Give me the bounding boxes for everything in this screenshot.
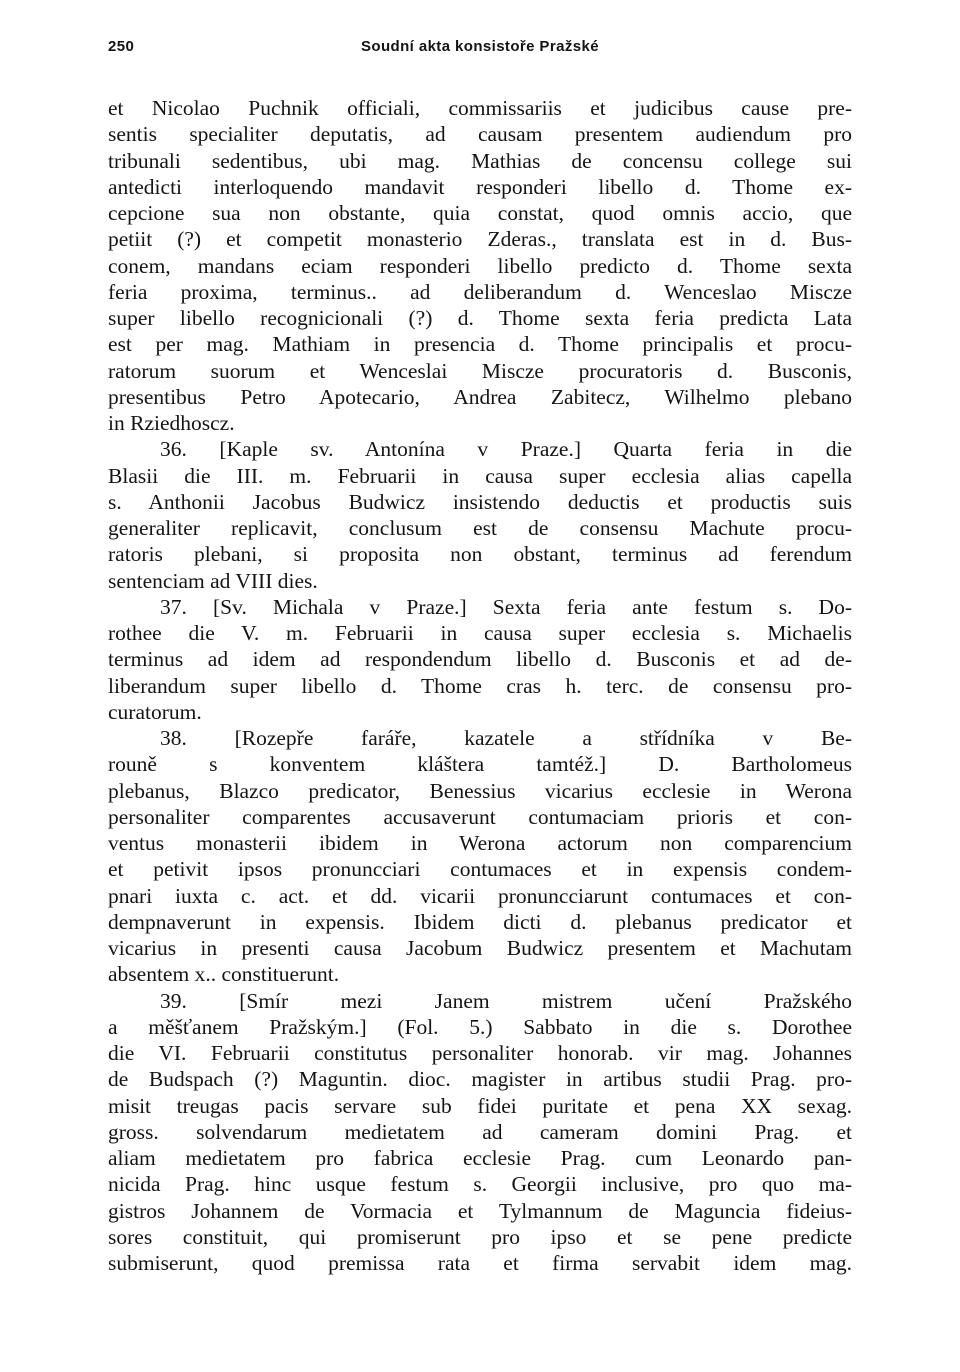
text-line: petiit (?) et competit monasterio Zderas., translata est in d. Bus- <box>108 227 852 252</box>
text-line: nicida Prag. hinc usque festum s. Georgii inclusive, pro quo ma- <box>108 1172 852 1197</box>
text-line: die VI. Februarii constitutus personaliter honorab. vir mag. Johannes <box>108 1041 852 1065</box>
text-line: 39. [Smír mezi Janem mistrem učení Pražského <box>160 988 852 1013</box>
text-line: sores constituit, qui promiserunt pro ipso et se pene predicte <box>108 1224 852 1249</box>
text-line: aliam medietatem pro fabrica ecclesie Prag. cum Leonardo pan- <box>108 1146 852 1170</box>
text-line: terminus ad idem ad respondendum libello d. Busconis et ad de- <box>108 647 852 672</box>
text-line: tribunali sedentibus, ubi mag. Mathias de concensu college sui <box>108 148 852 173</box>
text-line: pnari iuxta c. act. et dd. vicarii pronuncciarunt contumaces et con- <box>108 883 852 908</box>
text-line: in Rziedhoscz. <box>108 411 235 435</box>
text-line: ratorum suorum et Wenceslai Miscze procuratoris d. Busconis, <box>108 358 852 383</box>
text-line: super libello recognicionali (?) d. Thome sexta feria predicta Lata <box>108 306 852 330</box>
text-line: gross. solvendarum medietatem ad cameram domini Prag. et <box>108 1119 852 1144</box>
page-number: 250 <box>108 38 135 55</box>
text-line: absentem x.. constituerunt. <box>108 962 340 987</box>
text-line: submiserunt, quod premissa rata et firma servabit idem mag. <box>108 1251 852 1275</box>
text-line: ventus monasterii ibidem in Werona actorum non comparencium <box>108 831 852 855</box>
text-line: ratoris plebani, si proposita non obstant, terminus ad ferendum <box>108 542 852 567</box>
text-line: est per mag. Mathiam in presencia d. Thome principalis et procu- <box>108 332 852 357</box>
text-line: de Budspach (?) Maguntin. dioc. magister in artibus studii Prag. pro- <box>108 1067 852 1092</box>
text-line: conem, mandans eciam responderi libello predicto d. Thome sexta <box>108 253 852 278</box>
text-line: cepcione sua non obstante, quia constat, quod omnis accio, que <box>108 201 852 225</box>
text-line: s. Anthonii Jacobus Budwicz insistendo deductis et productis suis <box>108 489 852 514</box>
text-line: presentibus Petro Apotecario, Andrea Zabitecz, Wilhelmo plebano <box>108 384 852 409</box>
text-line: feria proxima, terminus.. ad deliberandum d. Wenceslao Miscze <box>108 279 852 304</box>
text-line: sentis specialiter deputatis, ad causam presentem audiendum pro <box>108 122 852 147</box>
body-text <box>108 95 852 1276</box>
text-line: 38. [Rozepře faráře, kazatele a střídníka v Be- <box>160 726 852 750</box>
text-line: vicarius in presenti causa Jacobum Budwicz presentem et Machutam <box>108 936 852 960</box>
text-line: a měšťanem Pražským.] (Fol. 5.) Sabbato in die s. Dorothee <box>108 1014 852 1039</box>
text-line: generaliter replicavit, conclusum est de consensu Machute procu- <box>108 516 852 540</box>
text-line: dempnaverunt in expensis. Ibidem dicti d. plebanus predicator et <box>108 909 852 934</box>
text-line: et petivit ipsos pronuncciari contumaces et in expensis condem- <box>108 857 852 882</box>
running-header <box>108 38 852 62</box>
text-line: liberandum super libello d. Thome cras h. terc. de consensu pro- <box>108 673 852 698</box>
text-line: plebanus, Blazco predicator, Benessius vicarius ecclesie in Werona <box>108 778 852 803</box>
text-line: 36. [Kaple sv. Antonína v Praze.] Quarta feria in die <box>160 437 852 462</box>
text-line: sentenciam ad VIII dies. <box>108 568 318 593</box>
text-line: Blasii die III. m. Februarii in causa super ecclesia alias capella <box>108 463 852 488</box>
running-title: Soudní akta konsistoře Pražské <box>361 38 599 55</box>
text-line: 37. [Sv. Michala v Praze.] Sexta feria ante festum s. Do- <box>160 594 852 619</box>
text-line: rothee die V. m. Februarii in causa super ecclesia s. Michaelis <box>108 621 852 645</box>
text-line: antedicti interloquendo mandavit responderi libello d. Thome ex- <box>108 174 852 199</box>
text-line: rouně s konventem kláštera tamtéž.] D. Bartholomeus <box>108 752 852 777</box>
text-line: personaliter comparentes accusaverunt contumaciam prioris et con- <box>108 804 852 829</box>
text-line: et Nicolao Puchnik officiali, commissariis et judicibus cause pre- <box>108 96 852 120</box>
text-line: misit treugas pacis servare sub fidei puritate et pena XX sexag. <box>108 1093 852 1118</box>
text-line: curatorum. <box>108 699 202 724</box>
text-line: gistros Johannem de Vormacia et Tylmannum de Maguncia fideius- <box>108 1198 852 1223</box>
